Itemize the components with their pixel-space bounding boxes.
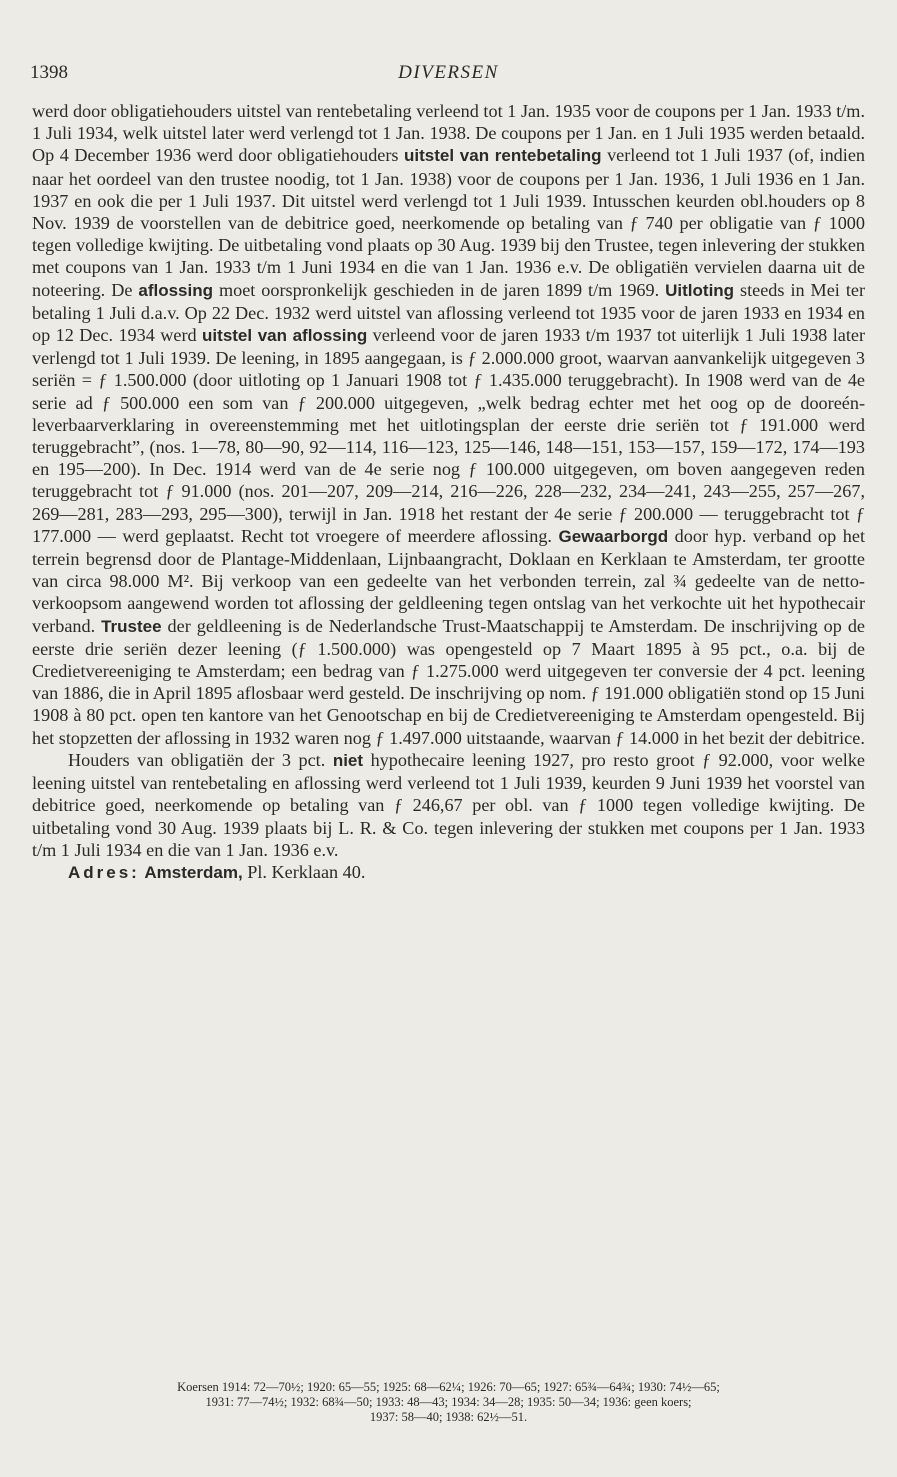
text-run: hypothecaire leening 1927, pro resto groot ƒ 92.000, voor welke leening uitstel van rentebetaling en aflossing werd verleend tot 1 Juli 1939, keurden 9 Juni 1939 het voorstel van debitrice goed, neerkomende op betaling van ƒ 246,67 per obl. van ƒ 1000 tegen volledige kwijting. De uitbetaling vond 30 Aug. 1939 plaats bij L. R. & Co. tegen inlevering der stukken met coupons per 1 Jan. 1933 t/m 1 Juli 1934 en die van 1 Jan. 1936 e.v. [32,749,865,860]
bold-term: uitstel van aflossing [202,326,368,346]
text-run: verleend tot 1 Juli 1937 (of, indien naar het oordeel van den trustee noodig, tot 1 Jan. 1938) voor de coupons per 1 Jan. 1936, 1 Juli 1936 en 1 Jan. 1937 en ook die per 1 Juli 1937. Dit uitstel werd verlengd tot 1 Juli 1939. Intusschen keurden obl.houders op 8 Nov. 1939 de voorstellen van de debitrice goed, neerkomende op betaling van ƒ 740 per obligatie van ƒ 1000 tegen volledige kwijting. De uitbetaling vond plaats op 30 Aug. 1939 bij den Trustee, tegen inlevering der stukken met coupons van 1 Jan. 1933 t/m 1 Juni 1934 en die van 1 Jan. 1936 e.v. De obligatiën vervielen daarna uit de noteering. De [32,145,865,300]
price-history-line: 1937: 58—40; 1938: 62½—51. [369,1410,528,1424]
text-run: Houders van obligatiën der 3 pct. [68,749,333,770]
page-header [30,62,867,88]
bold-term: Gewaarborgd [558,526,669,546]
paragraph-main [32,100,865,749]
address-line [32,861,865,884]
address-street: Pl. Kerklaan 40. [242,861,366,882]
address-city: Amsterdam, [144,862,243,882]
text-run: verleend voor de jaren 1933 t/m 1937 tot uiterlijk 1 Juli 1938 later verlengd tot 1 Juli 1939. De leening, in 1895 aangegaan, is ƒ 2.000.000 groot, waarvan aanvankelijk uitgegeven 3 seriën = ƒ 1.500.000 (door uitloting op 1 Januari 1908 tot ƒ 1.435.000 teruggebracht). In 1908 werd van de 4e serie ad ƒ 500.000 een som van ƒ 200.000 uitgegeven, „welk bedrag echter met het oog op de dooreén-leverbaarverklaring in overeenstemming met het uitlotingsplan der eerste drie seriën tot ƒ 191.000 werd teruggebracht”, (nos. 1—78, 80—90, 92—114, 116—123, 125—146, 148—151, 153—157, 159—172, 174—193 en 195—200). In Dec. 1914 werd van de 4e serie nog ƒ 100.000 uitgegeven, om boven aangegeven reden teruggebracht tot ƒ 91.000 (nos. 201—207, 209—214, 216—226, 228—232, 234—241, 243—255, 257—267, 269—281, 283—293, 295—300), terwijl in Jan. 1918 het restant der 4e serie ƒ 200.000 — teruggebracht tot ƒ 177.000 — werd geplaatst. Recht tot vroegere of meerdere aflossing. [32,325,865,546]
body-text [32,100,865,884]
text-run: werd door obligatiehouders uitstel van rentebetaling verleend tot 1 Jan. 1935 voor de coupons per 1 Jan. 1933 t/m. 1 Juli 1934, welk uitstel later werd verlengd tot 1 Jan. 1938. De coupons per 1 Jan. en 1 Juli 1935 werden betaald. Op 4 December 1936 werd door obligatiehouders [32,101,865,166]
bold-term: Uitloting [665,280,735,300]
bold-term: aflossing [138,280,213,300]
bold-term: Trustee [101,616,162,636]
bold-term: uitstel van rentebetaling [404,146,602,166]
price-history-line: 1931: 77—74½; 1932: 68¾—50; 1933: 48—43; 1934: 34—28; 1935: 50—34; 1936: geen koers; [205,1395,692,1409]
price-history-line: Koersen 1914: 72—70½; 1920: 65—55; 1925: 68—62¼; 1926: 70—65; 1927: 65¾—64¾; 1930: 74½—65; [177,1380,720,1394]
price-history [32,1380,865,1425]
page-number: 1398 [30,62,68,83]
paragraph-houders [32,749,865,861]
text-run: moet oorspronkelijk geschieden in de jaren 1899 t/m 1969. [213,279,666,300]
running-title: DIVERSEN [398,62,499,83]
address-label: Adres: [68,862,140,882]
text-run: door hyp. verband op het terrein begrensd door de Plantage-Middenlaan, Lijnbaangracht, Doklaan en Kerklaan te Amsterdam, ter grootte van circa 98.000 M². Bij verkoop van een gedeelte van het verbonden terrein, zal ¾ gedeelte van de netto-verkoopsom aangewend worden tot aflossing der geldleening tegen ontslag van het verkochte uit het hypothecair verband. [32,525,865,636]
text-run: der geldleening is de Nederlandsche Trust-Maatschappij te Amsterdam. De inschrijving op de eerste drie seriën dezer leening (ƒ 1.500.000) was opengesteld op 7 Maart 1895 à 95 pct., o.a. bij de Credietvereeniging te Amsterdam; een bedrag van ƒ 1.275.000 werd uitgegeven ter conversie der 4 pct. leening van 1886, die in April 1895 aflosbaar werd gesteld. De inschrijving op nom. ƒ 191.000 obligatiën stond op 15 Juni 1908 à 80 pct. open ten kantore van het Genootschap en bij de Credietvereeniging te Amsterdam opengesteld. Bij het stopzetten der aflossing in 1932 waren nog ƒ 1.497.000 uitstaande, waarvan ƒ 14.000 in het bezit der debitrice. [32,615,865,748]
text-run: steeds in Mei ter betaling 1 Juli d.a.v. Op 22 Dec. 1932 werd uitstel van aflossing verleend tot 1935 voor de jaren 1933 en 1934 en op 12 Dec. 1934 werd [32,279,866,346]
bold-term: niet [332,750,364,770]
